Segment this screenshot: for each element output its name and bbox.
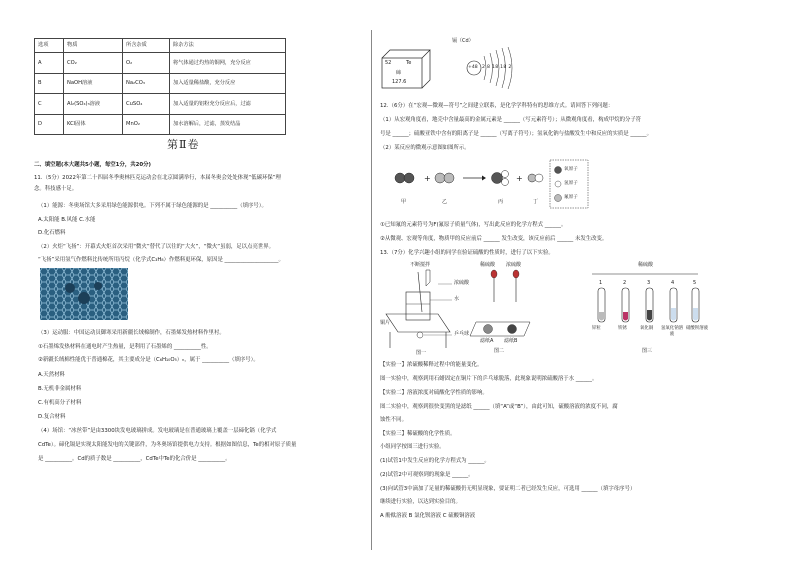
tube-label: 氧化铜: [640, 326, 654, 331]
molecule-label: 甲: [401, 199, 407, 205]
fig-caption: 图三: [642, 348, 653, 354]
tube-number: 5: [693, 280, 697, 286]
q12-line: （2）某反应的微观示意图如图所示。: [380, 145, 470, 151]
q12-line: （1）从宏观角度看，地壳中含量最高的金属元素是 ______（写元素符号）；从微观角度看，构成甲烷的分子符: [380, 117, 642, 123]
table-row: [35, 114, 286, 135]
q13-line: 图一实验中，观察到用石蜡固定在铜片下的乒乓球脱落，此现象说明浓硫酸溶于水 ______。: [380, 376, 598, 382]
table-cell: B: [35, 73, 64, 94]
table-cell: D: [35, 114, 64, 135]
tube-number: 2: [623, 280, 627, 286]
q13-line: (1)试管1中发生反应的化学方程式为 ______。: [380, 458, 490, 464]
q11-line: 11.（5分）2022年第二十四届冬季奥林匹克运动会在北京圆满举行，本届冬奥会处处体现“低碳环保”理: [34, 175, 281, 181]
fig-label-dilute3: 稀硫酸: [638, 262, 654, 268]
graphene-lattice-image: [40, 268, 128, 320]
q11-line: （3）运动服：中国运动员御寒采用新疆长绒棉制作，石墨烯发热材料作里衬。: [38, 330, 225, 336]
legend-label: 氟原子: [564, 195, 578, 200]
purification-table: [34, 38, 286, 135]
table-cell: MnO₂: [123, 114, 170, 135]
table-cell: 加入适量的铝粉充分反应后，过滤: [170, 94, 286, 115]
q11-line: D.化石燃料: [38, 230, 66, 236]
q11-line: B.无机非金属材料: [38, 386, 82, 392]
q13-line: (2)试管2中可观察到的现象是 ______。: [380, 472, 474, 478]
q12-line: ①已知氟的元素符号为F(氟原子质量气体)，写出此反应的化学方程式 ______。: [380, 222, 567, 228]
molecule-label: 丙: [498, 199, 504, 205]
table-cell: Al₂(SO₄)₃溶液: [64, 94, 123, 115]
svg-text:+: +: [424, 174, 431, 183]
q11-line: D.复合材料: [38, 414, 66, 420]
fig-label-dilute: 稀硫酸: [480, 262, 496, 268]
table-cell: 加入适量稀盐酸，充分反应: [170, 73, 286, 94]
svg-text:+: +: [516, 174, 523, 183]
legend-label: 氧原子: [564, 167, 578, 172]
table-header-cell: 物质: [64, 39, 123, 53]
q11-line: 是 __________。Cd的质子数是 __________，CdTe中Te的化合价是 __________。: [38, 456, 231, 462]
fig-caption: 图二: [494, 348, 505, 354]
table-header-row: [35, 39, 286, 53]
tube-label: 氢氧化钠溶液: [661, 326, 683, 337]
tube-number: 1: [599, 280, 603, 286]
q13-line: 小组同学按图三进行实验。: [380, 444, 445, 450]
fig-label-pingpong: 乒乓球: [454, 331, 470, 337]
table-cell: O₂: [123, 53, 170, 74]
fig-label-stir: 不断搅拌: [410, 262, 431, 268]
q13-line: 【实验三】稀硫酸的化学性质。: [380, 431, 456, 437]
table-cell: 将气体通过灼热的铜网，充分反应: [170, 53, 286, 74]
table-cell: NaOH溶液: [64, 73, 123, 94]
table-row: [35, 53, 286, 74]
q13-line: 【实验一】浓硫酸稀释过程中的能量变化。: [380, 362, 483, 368]
q11-line: （2）火炬“飞扬”：开幕式火炬首次采用“微火”替代了以往的“大火”，“微火”虽弱，足以点亮世界。: [38, 244, 275, 250]
molecule-label: 丁: [533, 199, 539, 205]
q11-line: （1）能源：冬奥场馆大多采用绿色能源供电。下列不属于绿色能源的是 __________（填序号）。: [38, 203, 267, 209]
fig-label-conc2: 浓硫酸: [506, 262, 522, 268]
q11-line: A.天然材料: [38, 372, 65, 378]
table-cell: 加水溶解后，过滤，蒸发结晶: [170, 114, 286, 135]
q11-line: 念。科技感十足。: [34, 186, 78, 192]
fig-label-water: 水: [454, 296, 460, 302]
q13-line: 蚀性不同。: [380, 417, 407, 423]
q11-line: ②新疆长绒棉性能优于普通棉花，其主要成分是（C₆H₁₀O₅）ₙ，属于 __________（填序号）。: [38, 357, 259, 363]
q13-options: A 酚酞溶液 B 氯化钡溶液 C 硫酸铜溶液: [380, 513, 476, 519]
atomic-mass: 127.6: [392, 79, 407, 85]
fig-label-paper-b: 滤纸B: [504, 338, 518, 344]
atomic-number: 52: [385, 60, 392, 66]
q13-line: 13.（7分）化学兴趣小组的同学在验证硫酸的性质时，进行了以下实验。: [380, 250, 554, 256]
q12-line: ②从微观、宏观等角度，物质甲的反应前后 ______ 发生改变，该反应前后 ______ 未发生改变。: [380, 236, 608, 242]
q11-line: CdTe）。碲化镉是实现太阳能发电的关键部件，为冬奥场馆提供电力支持。根据如图信息，Te的相对原子质量: [38, 442, 297, 448]
q12-line: 12.（6分）在“宏观—微观—符号”之间建立联系，是化学学科特有的思维方式。请回答下列问题：: [380, 103, 614, 109]
fig-label-conc: 浓硫酸: [454, 280, 470, 286]
molecule-label: 乙: [442, 199, 448, 205]
tube-label: 铁锈: [618, 326, 627, 331]
table-header-cell: 所含杂质: [123, 39, 170, 53]
element-name: 碲: [396, 70, 402, 76]
q13-line: (3)向试管3中滴加了足量的稀硫酸仍无明显现象，要证明二者已经发生反应，可选用 ______（填字母序号）: [380, 486, 636, 492]
table-header-cell: 选项: [35, 39, 64, 53]
part2-heading: 二、填空题(本大题共5小题，每空1分，共20分): [34, 162, 151, 168]
table-cell: Na₂CO₃: [123, 73, 170, 94]
q11-line: （4）场馆：“冰丝带”是由3300块发电玻璃拼成。发电玻璃是在普通玻璃上覆盖一层碲化镉（化学式: [38, 428, 277, 434]
table-cell: A: [35, 53, 64, 74]
tube-number: 4: [671, 280, 675, 286]
q13-line: 继续进行实验，以达到实验目的。: [380, 499, 461, 505]
q11-line: “飞扬”采用氢气作燃料比传统所用丙烷（化学式C₃H₈）作燃料更环保，原因是 ____________________。: [38, 257, 284, 263]
tube-number: 3: [647, 280, 651, 286]
q11-line: A.太阳能 B.风能 C.水能: [38, 217, 96, 223]
table-header-cell: 除杂方法: [170, 39, 286, 53]
table-row: [35, 73, 286, 94]
atom-figure: [378, 38, 528, 90]
nucleus-charge: +48: [468, 65, 478, 70]
fig-label-copper: 铜片: [380, 320, 391, 326]
fig-caption: 图一: [416, 350, 427, 356]
q13-line: 图二实验中，观察到很快变黑的是滤纸 ______（填“A”或“B”），由此可知，硫酸溶液的浓度不同，腐: [380, 404, 618, 410]
q11-line: ①石墨烯发热材料在通电时产生热量，是利用了石墨烯的 __________性。: [38, 344, 212, 350]
q13-line: 【实验二】溶液浓度对硫酸化学性质的影响。: [380, 390, 488, 396]
fig-label-paper-a: 滤纸A: [480, 338, 494, 344]
reaction-diagram: [380, 158, 590, 210]
sulfuric-acid-experiments: [380, 262, 760, 358]
atom-caption: 镉（Cd）: [452, 38, 474, 44]
legend-label: 氢原子: [564, 181, 578, 186]
electron-shells: 2 8 18 18 2: [482, 65, 512, 70]
table-cell: CO₂: [64, 53, 123, 74]
table-cell: CuSO₄: [123, 94, 170, 115]
tube-label: 硝酸钡溶液: [686, 326, 708, 331]
q12-line: 号是 ______；硫酸亚铁中含有的阳离子是 ______（写离子符号）；氢氧化钠与盐酸发生中和反应的实质是 ______。: [380, 131, 652, 137]
element-symbol: Te: [406, 60, 412, 66]
table-cell: KCl固体: [64, 114, 123, 135]
column-separator: [371, 30, 372, 550]
q11-line: C.有机高分子材料: [38, 400, 82, 406]
tube-label: 锌粒: [592, 326, 601, 331]
section-title: 第Ⅱ卷: [167, 138, 200, 151]
table-row: [35, 94, 286, 115]
table-cell: C: [35, 94, 64, 115]
